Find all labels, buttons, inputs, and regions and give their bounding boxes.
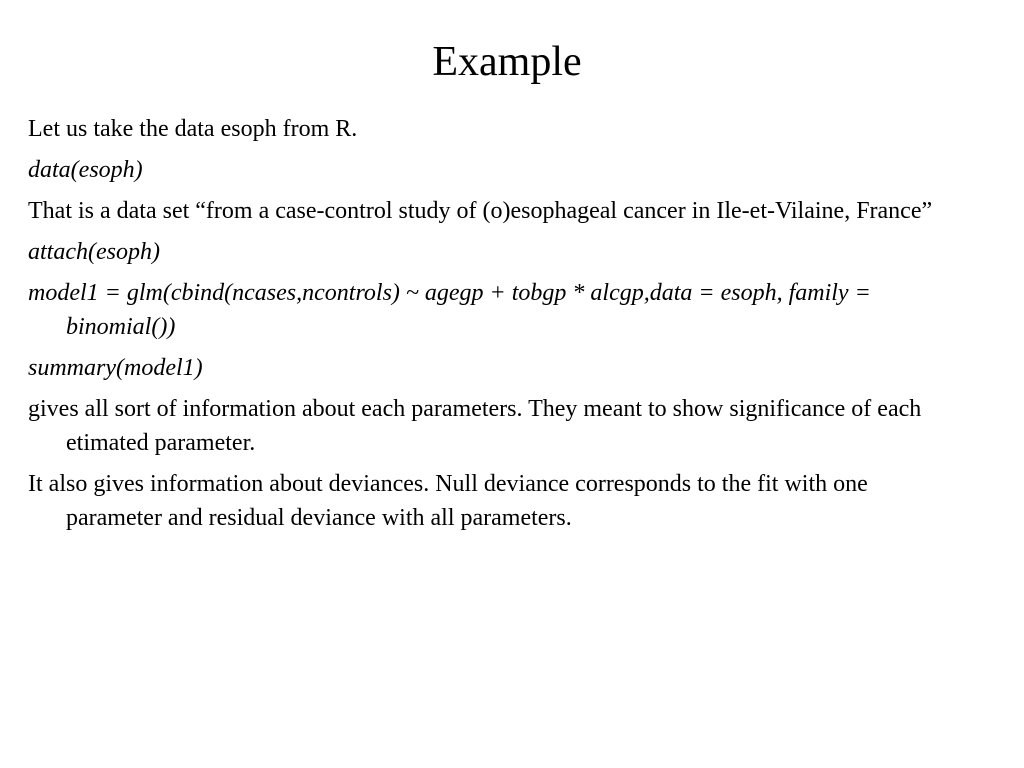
body-paragraph: That is a data set “from a case-control study of (o)esophageal cancer in Ile-et-Vilaine, France” (28, 198, 933, 224)
body-paragraph: Let us take the data esoph from R. (28, 116, 358, 142)
code-line: model1 = glm(cbind(ncases,ncontrols) ~ agegp + tobgp * alcgp,data = esoph, family = binomial()) (28, 280, 871, 340)
body-paragraph: gives all sort of information about each parameters. They meant to show significance of each etimated parameter. (28, 396, 922, 456)
code-line: data(esoph) (28, 157, 143, 183)
body-paragraph: It also gives information about deviances. Null deviance corresponds to the fit with one parameter and residual deviance with all parameters. (28, 471, 868, 531)
slide-body (28, 112, 958, 542)
slide-title: Example (432, 39, 582, 85)
code-line: summary(model1) (28, 355, 203, 381)
code-line: attach(esoph) (28, 239, 160, 265)
